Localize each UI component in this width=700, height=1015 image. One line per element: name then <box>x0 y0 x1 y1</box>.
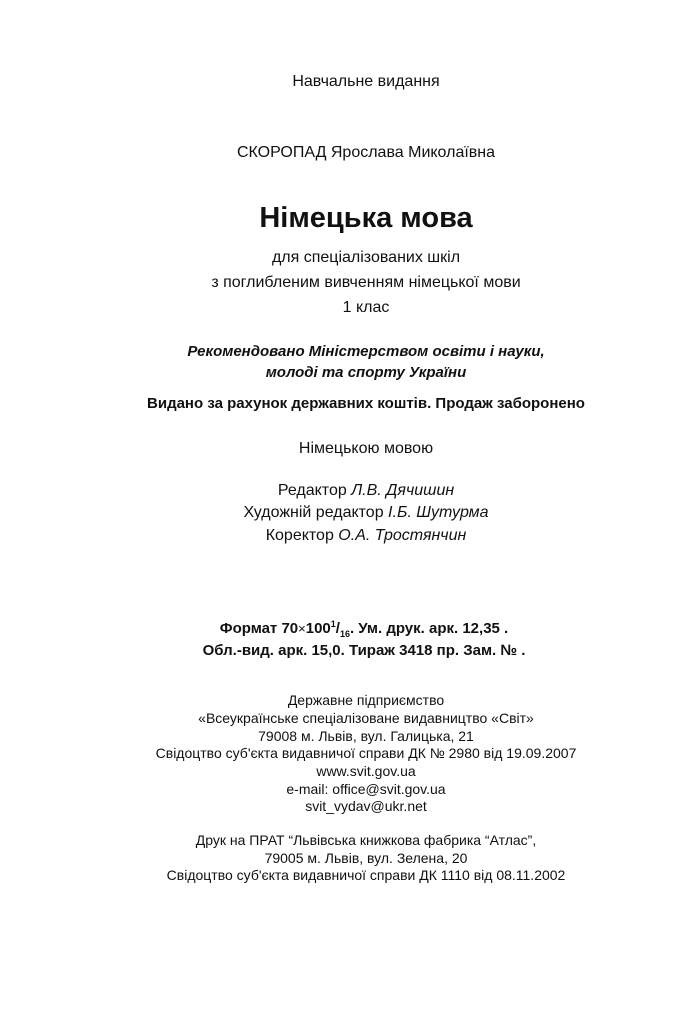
subtitle-line: для спеціалізованих шкіл <box>271 249 461 266</box>
print-run-line: Обл.-вид. арк. 15,0. Тираж 3418 пр. Зам. № . <box>202 642 526 659</box>
publisher-website: www.svit.gov.ua <box>316 763 416 779</box>
credit-role: Редактор <box>277 482 347 499</box>
credit-art-editor <box>16 505 700 521</box>
times-sign: × <box>298 621 306 636</box>
format-rest: . Ум. друк. арк. 12,35 . <box>349 620 509 637</box>
credit-proofreader <box>16 528 700 544</box>
format-label: Формат 70 <box>219 620 299 637</box>
publisher-email-alt: svit_vydav@ukr.net <box>305 798 427 814</box>
credit-person: О.А. Тростянчин <box>338 527 467 544</box>
language-note: Німецькою мовою <box>298 440 434 457</box>
printer-certificate: Свідоцтво суб'єкта видавничої справи ДК 1110 від 08.11.2002 <box>166 867 566 883</box>
credit-role: Коректор <box>265 527 334 544</box>
publisher-line: Державне підприємство <box>287 692 445 708</box>
printer-address: 79005 м. Львів, вул. Зелена, 20 <box>264 850 468 866</box>
funding-notice: Видано за рахунок державних коштів. Продаж заборонено <box>147 395 585 412</box>
author-name: СКОРОПАД Ярослава Миколаївна <box>236 144 496 161</box>
publisher-line: «Всеукраїнське спеціалізоване видавництво «Світ» <box>198 710 534 726</box>
format-numerator: 1 <box>330 619 336 629</box>
edition-type: Навчальне видання <box>292 73 440 90</box>
credit-person: І.Б. Шутурма <box>388 504 489 521</box>
credit-role: Художній редактор <box>243 504 384 521</box>
credit-person: Л.В. Дячишин <box>351 482 455 499</box>
format-slash: / <box>335 620 340 637</box>
format-line <box>14 619 700 639</box>
book-title: Німецька мова <box>259 202 473 234</box>
printer-line: Друк на ПРАТ “Львівська книжкова фабрика “Атлас”, <box>195 832 537 848</box>
format-number: 100 <box>305 620 331 637</box>
recommendation-line: Рекомендовано Міністерством освіти і науки, <box>187 343 545 360</box>
subtitle-line: з поглибленим вивченням німецької мови <box>211 274 521 291</box>
grade-line: 1 клас <box>342 299 390 316</box>
publisher-email: e-mail: office@svit.gov.ua <box>286 781 446 797</box>
format-denominator: 16 <box>339 629 350 639</box>
recommendation-line: молоді та спорту України <box>265 364 467 381</box>
credit-editor <box>16 483 700 499</box>
publisher-certificate: Свідоцтво суб'єкта видавничої справи ДК № 2980 від 19.09.2007 <box>155 745 577 761</box>
publisher-address: 79008 м. Львів, вул. Галицька, 21 <box>258 728 474 744</box>
